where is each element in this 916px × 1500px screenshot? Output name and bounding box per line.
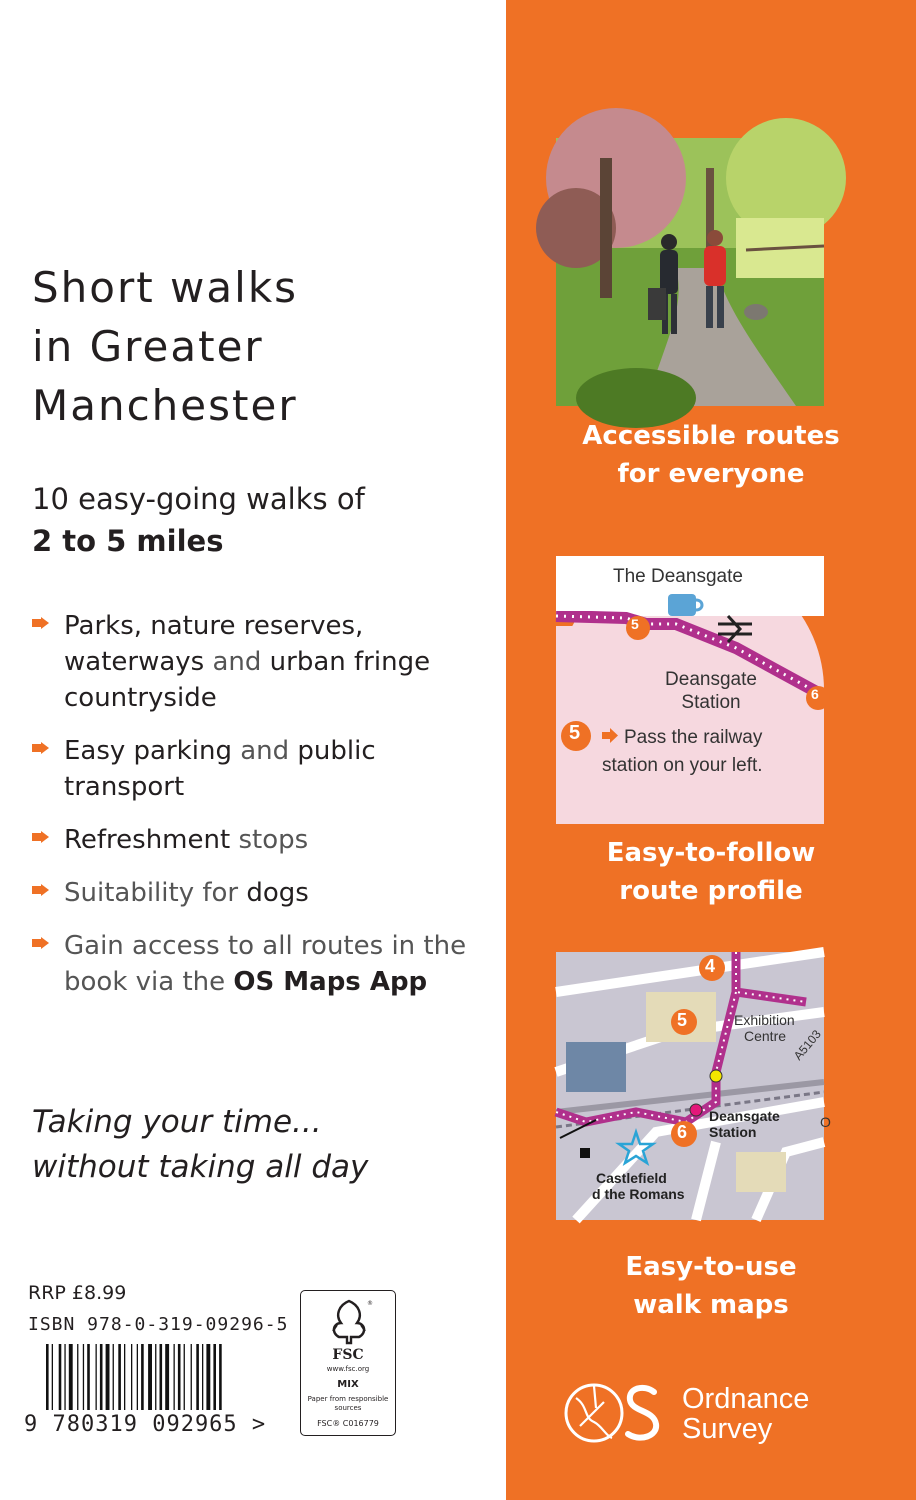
- feature-caption-accessible: [506, 417, 916, 493]
- fsc-website: www.fsc.org: [326, 1365, 370, 1373]
- bullet-text: transport: [64, 772, 185, 802]
- bullet-text: countryside: [64, 683, 217, 713]
- bullet-text: waterways: [64, 647, 205, 677]
- barcode-bar: [69, 1344, 73, 1410]
- barcode-bar: [46, 1344, 49, 1410]
- barcode-bar: [124, 1344, 125, 1410]
- barcode-bar: [174, 1344, 175, 1410]
- map-label-edge: O: [820, 1114, 831, 1130]
- road-label: A5103: [790, 1027, 824, 1063]
- barcode-bar: [148, 1344, 152, 1410]
- fsc-licence-code: FSC® C016779: [317, 1419, 379, 1428]
- route-point-number: 5: [631, 616, 639, 632]
- price-label: RRP £8.99: [28, 1282, 127, 1304]
- barcode-bar: [137, 1344, 138, 1410]
- barcode-bar: [191, 1344, 192, 1410]
- list-item: [32, 875, 492, 911]
- barcode-bar: [206, 1344, 210, 1410]
- station-label-line: Station: [681, 692, 741, 713]
- walk-map-sample: [556, 952, 831, 1220]
- title-line: Short walks: [32, 263, 299, 312]
- bullet-text: and: [231, 736, 298, 766]
- brand-line: Survey: [682, 1413, 773, 1445]
- barcode-bar: [77, 1344, 78, 1410]
- barcode-digits: 9 780319 092965 >: [24, 1412, 267, 1437]
- caption-line: Accessible routes: [582, 421, 840, 451]
- castlefield-label: [592, 1170, 685, 1202]
- ordnance-survey-wordmark: [682, 1384, 809, 1444]
- caption-line: Easy-to-use: [625, 1252, 797, 1282]
- map-label-line: Centre: [744, 1028, 787, 1044]
- bullet-text: and: [204, 647, 270, 677]
- barcode-bar: [87, 1344, 90, 1410]
- fsc-logo-text: FSC: [332, 1347, 364, 1363]
- place-label: The Deansgate: [613, 566, 743, 587]
- tagline-line: without taking all day: [32, 1149, 369, 1185]
- barcode-bar: [178, 1344, 181, 1410]
- fsc-paper-text: Paper from responsible sources: [307, 1395, 389, 1412]
- barcode-bar: [165, 1344, 169, 1410]
- landmark-icon: [580, 1148, 590, 1158]
- barcode-bar: [118, 1344, 121, 1410]
- bullet-text: Refreshment: [64, 825, 231, 855]
- fsc-tree-icon: [321, 1297, 377, 1345]
- route-point-number: 5: [677, 1010, 688, 1030]
- route-point-number: 4: [705, 956, 716, 976]
- barcode-bar: [160, 1344, 163, 1410]
- barcode-bar: [184, 1344, 185, 1410]
- map-label-line: Deansgate: [709, 1108, 780, 1124]
- caption-line: for everyone: [617, 459, 805, 489]
- list-item: [32, 928, 492, 1000]
- barcode-bar: [83, 1344, 84, 1410]
- subtitle-emphasis: 2 to 5 miles: [32, 524, 224, 558]
- station-label-line: Deansgate: [665, 669, 757, 690]
- route-profile-sample: [556, 556, 824, 824]
- bullet-text: OS Maps App: [233, 967, 428, 997]
- barcode-bar: [52, 1344, 53, 1410]
- title-line: Manchester: [32, 381, 298, 430]
- barcode-bar: [100, 1344, 103, 1410]
- subtitle: [32, 478, 365, 562]
- barcode-bar: [131, 1344, 132, 1410]
- map-label-line: d the Romans: [592, 1186, 685, 1202]
- map-label-line: Station: [709, 1124, 757, 1140]
- barcode-bar: [59, 1344, 62, 1410]
- barcode-bar: [155, 1344, 156, 1410]
- title-line: in Greater: [32, 322, 264, 371]
- list-item: [32, 608, 492, 716]
- bullet-text: dogs: [246, 878, 309, 908]
- isbn-label: ISBN 978-0-319-09296-5: [28, 1314, 289, 1335]
- fsc-certification-label: [300, 1290, 396, 1436]
- caption-line: Easy-to-follow: [606, 838, 816, 868]
- bullet-text: public: [297, 736, 376, 766]
- list-item: [32, 733, 492, 805]
- walkers-photo: [556, 138, 824, 406]
- barcode-bar: [219, 1344, 222, 1410]
- bullet-text: Gain access to all routes in the: [64, 931, 467, 961]
- fsc-mix-label: MIX: [337, 1379, 359, 1390]
- step-line: Pass the railway: [624, 727, 763, 748]
- bullet-text: Parks, nature reserves,: [64, 611, 364, 641]
- brand-line: Ordnance: [682, 1383, 810, 1415]
- barcode-bar: [213, 1344, 216, 1410]
- tagline: [32, 1100, 368, 1190]
- map-label-line: Castlefield: [596, 1170, 667, 1186]
- step-number: 5: [569, 722, 581, 744]
- bullet-text: stops: [230, 825, 309, 855]
- caption-line: route profile: [619, 876, 803, 906]
- barcode-bar: [106, 1344, 110, 1410]
- barcode-bar: [64, 1344, 65, 1410]
- subtitle-line: 10 easy-going walks of: [32, 482, 365, 516]
- bullet-text: book via the: [64, 967, 234, 997]
- tagline-line: Taking your time...: [32, 1104, 322, 1140]
- list-item: [32, 822, 492, 858]
- exhibition-centre-label: [734, 1012, 795, 1044]
- caption-line: walk maps: [633, 1290, 789, 1320]
- step-line: station on your left.: [602, 755, 763, 776]
- barcode-bar: [202, 1344, 203, 1410]
- route-point-number: 6: [677, 1122, 688, 1142]
- station-label: [646, 668, 776, 714]
- bullet-text: Suitability for: [64, 878, 247, 908]
- barcode-bar: [196, 1344, 199, 1410]
- feature-bullet-list: [32, 608, 492, 1017]
- ordnance-survey-logo-icon: [564, 1378, 674, 1448]
- bullet-text: urban fringe: [269, 647, 431, 677]
- route-point-number: 6: [811, 686, 819, 702]
- barcode-bar: [141, 1344, 144, 1410]
- svg-text:®: ®: [367, 1300, 373, 1307]
- book-title: [32, 258, 492, 435]
- station-map-label: [709, 1108, 780, 1140]
- feature-caption-route-profile: [506, 834, 916, 910]
- map-label-line: Exhibition: [734, 1012, 795, 1028]
- park-path-illustration: [556, 138, 824, 406]
- bullet-text: Easy parking: [64, 736, 232, 766]
- step-instruction: [602, 724, 763, 780]
- barcode-bar: [96, 1344, 97, 1410]
- barcode: [46, 1344, 274, 1410]
- feature-caption-walk-maps: [506, 1248, 916, 1324]
- barcode-bar: [113, 1344, 114, 1410]
